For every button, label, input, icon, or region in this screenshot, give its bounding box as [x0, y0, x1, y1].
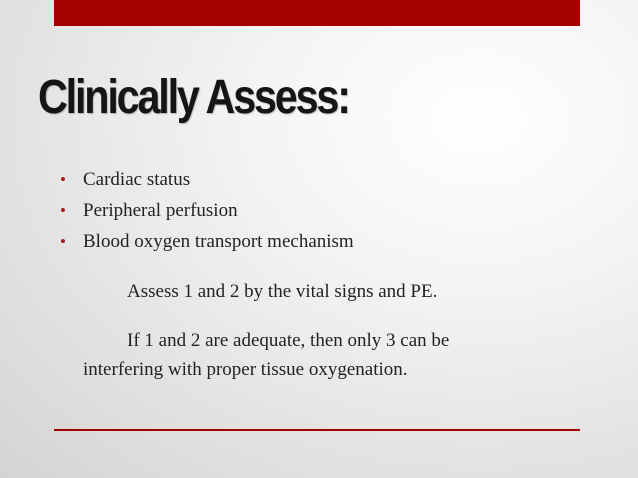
slide-title: Clinically Assess:: [38, 71, 349, 124]
bullet-list: [60, 164, 354, 257]
bottom-divider: [54, 429, 580, 431]
adequacy-paragraph-line2: interfering with proper tissue oxygenation.: [83, 359, 408, 380]
bullet-item: [60, 195, 354, 226]
adequacy-paragraph: [83, 326, 449, 384]
bullet-text: Peripheral perfusion: [83, 200, 238, 221]
bullet-text: Cardiac status: [83, 169, 191, 190]
bullet-item: [60, 164, 354, 195]
assess-paragraph-text: Assess 1 and 2 by the vital signs and PE.: [127, 281, 438, 302]
bullet-icon: •: [60, 201, 66, 220]
bullet-icon: •: [60, 170, 66, 189]
bullet-icon: •: [60, 232, 66, 251]
adequacy-paragraph-line1: If 1 and 2 are adequate, then only 3 can be: [127, 330, 450, 351]
assess-paragraph: [83, 277, 437, 306]
bullet-item: [60, 226, 354, 257]
bullet-text: Blood oxygen transport mechanism: [83, 231, 354, 252]
top-accent-bar: [54, 0, 580, 26]
